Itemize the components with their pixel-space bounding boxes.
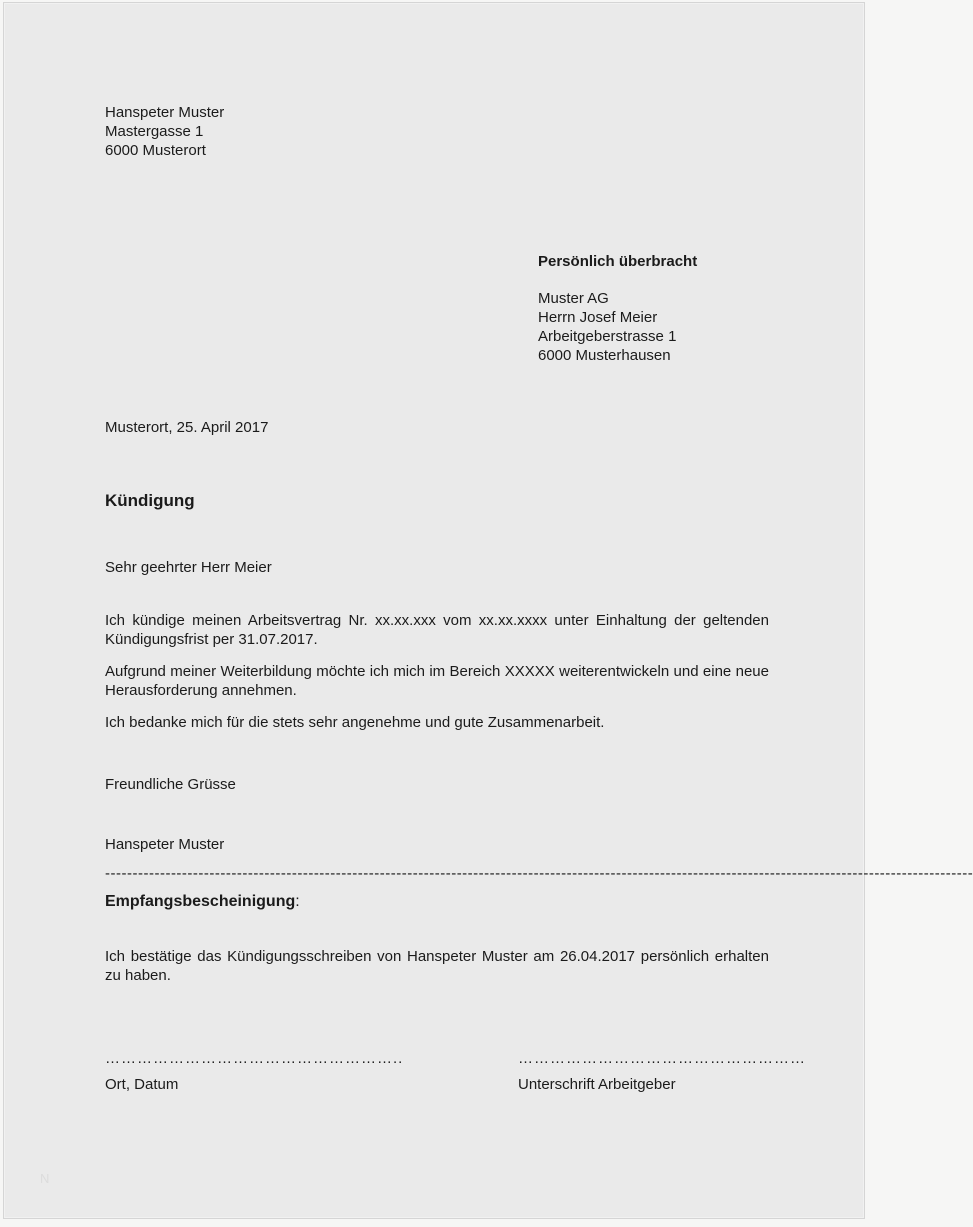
signature-dotted-line-employer: ……………………………………………… (518, 1050, 806, 1067)
salutation: Sehr geehrter Herr Meier (105, 559, 272, 576)
letter-page (3, 2, 973, 1219)
date-line: Musterort, 25. April 2017 (105, 419, 269, 436)
letter-body (105, 611, 769, 745)
delivery-note: Persönlich überbracht (538, 253, 698, 270)
signature-dotted-line-place-date: ……………………………………………….. (105, 1050, 404, 1067)
signature-label-place-date: Ort, Datum (105, 1076, 179, 1093)
recipient-address-block (538, 289, 676, 365)
sender-city: 6000 Musterort (105, 142, 206, 159)
subject-heading: Kündigung (105, 491, 195, 510)
receipt-heading-colon: : (295, 893, 300, 910)
paragraph-thanks: Ich bedanke mich für die stets sehr angenehme und gute Zusammenarbeit. (105, 714, 605, 731)
recipient-company: Muster AG (538, 290, 609, 307)
recipient-city: 6000 Musterhausen (538, 347, 671, 364)
paragraph-receipt-confirmation: Ich bestätige das Kündigungsschreiben von Hanspeter Muster am 26.04.2017 persönlich erhalten zu haben. (105, 948, 769, 984)
paragraph-termination: Ich kündige meinen Arbeitsvertrag Nr. xx.xx.xxx vom xx.xx.xxxx unter Einhaltung der geltenden Kündigungsfrist per 31.07.2017. (105, 612, 769, 648)
receipt-heading-text: Empfangsbescheinigung (105, 893, 296, 910)
recipient-street: Arbeitgeberstrasse 1 (538, 328, 677, 345)
sender-address-block (105, 103, 224, 160)
signature-label-employer: Unterschrift Arbeitgeber (518, 1076, 676, 1093)
sender-name: Hanspeter Muster (105, 104, 225, 121)
paragraph-reason: Aufgrund meiner Weiterbildung möchte ich mich im Bereich XXXXX weiterentwickeln und eine neue Herausforderung annehmen. (105, 663, 769, 699)
closing-phrase: Freundliche Grüsse (105, 776, 236, 793)
receipt-heading (105, 892, 300, 911)
receipt-body (105, 947, 769, 998)
dashed-divider: -------------------------------------------------------------------------------------------------------------------------------------------------------------- (105, 865, 973, 882)
faint-watermark-mark: N (40, 1171, 50, 1186)
signature-name: Hanspeter Muster (105, 836, 225, 853)
sender-street: Mastergasse 1 (105, 123, 204, 140)
recipient-name: Herrn Josef Meier (538, 309, 658, 326)
